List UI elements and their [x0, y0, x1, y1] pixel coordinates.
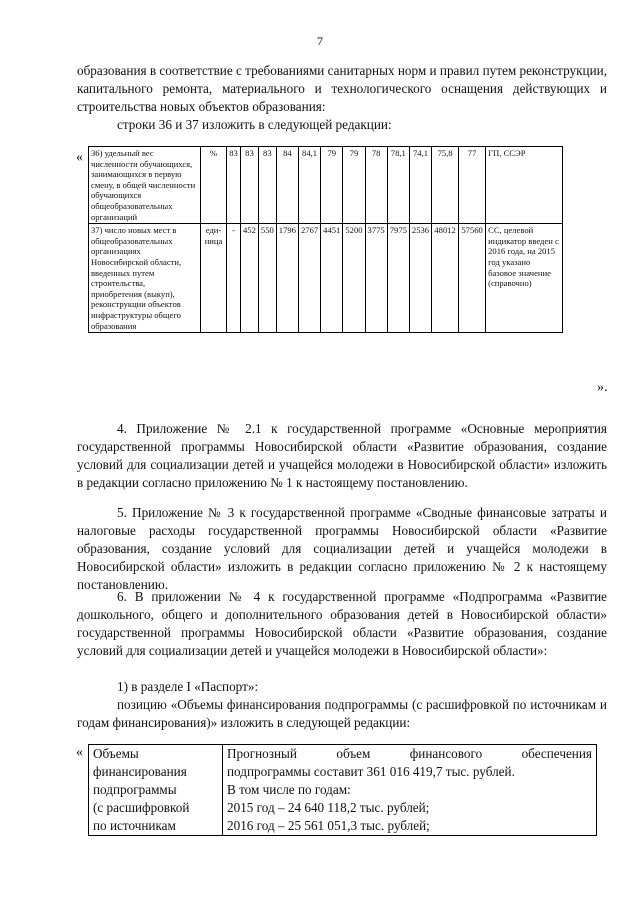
- unit-cell: еди-ница: [201, 224, 227, 333]
- financing-label-line: по источникам: [93, 818, 176, 833]
- financing-label-line: (с расшифровкой: [93, 800, 190, 815]
- table1-open-quote: «: [76, 150, 83, 165]
- value-cell: 83: [258, 147, 276, 224]
- value-cell: 452: [241, 224, 259, 333]
- rows-instruction: строки 36 и 37 изложить в следующей редакции:: [117, 117, 392, 132]
- paragraph-6-item-1: 1) в разделе I «Паспорт»:: [117, 679, 259, 694]
- value-cell: 77: [459, 147, 486, 224]
- financing-value-line: подпрограммы составит 361 016 419,7 тыс. рублей.: [227, 764, 515, 779]
- value-cell: 74,1: [409, 147, 431, 224]
- value-cell: 84: [276, 147, 298, 224]
- value-cell: 78,1: [387, 147, 409, 224]
- table1-close-quote: ».: [597, 380, 608, 395]
- value-cell: 2536: [409, 224, 431, 333]
- financing-value-line: Прогнозный объем финансового обеспечения: [227, 746, 592, 761]
- indicator-cell: 36) удельный вес численности обучающихся, занимающихся в первую смену, в общей численности обучающихся общеобразовательных организаций: [89, 147, 201, 224]
- value-cell: 79: [321, 147, 343, 224]
- intro-paragraph: образования в соответствие с требованиями санитарных норм и правил путем реконструкции, капитального ремонта, материального и технологического оснащения действующих и строительства новых объектов образования:: [77, 63, 607, 114]
- value-cell: 7975: [387, 224, 409, 333]
- paragraph-4: 4. Приложение № 2.1 к государственной программе «Основные мероприятия государственной программы Новосибирской области «Развитие образования, создание условий для социализации детей и учащейся молодежи в Новосибирской области» изложить в редакции согласно приложению № 1 к настоящему постановлению.: [77, 421, 607, 490]
- value-cell: 4451: [321, 224, 343, 333]
- note-cell: СС, целевой индикатор введен с 2016 года, на 2015 год указано базовое значение (справочно): [486, 224, 563, 333]
- table-row: [89, 224, 563, 333]
- indicator-cell: 37) число новых мест в общеобразовательных организациях Новосибирской области, введенных путем строительства, приобретения (выкуп), реконструкции объектов инфраструктуры общего образования: [89, 224, 201, 333]
- financing-label-line: финансирования: [93, 764, 187, 779]
- financing-value-line: 2015 год – 24 640 118,2 тыс. рублей;: [227, 800, 430, 815]
- paragraph-6: 6. В приложении № 4 к государственной программе «Подпрограмма «Развитие дошкольного, общего и дополнительного образования детей в Новосибирской области» государственной программы Новосибирской области «Развитие образования, создание условий для социализации детей и учащейся молодежи в Новосибирской области»:: [77, 589, 607, 658]
- paragraph-5: 5. Приложение № 3 к государственной программе «Сводные финансовые затраты и налоговые расходы государственной программы Новосибирской области «Развитие образования, создание условий для социализации детей и учащейся молодежи в Новосибирской области» изложить в редакции согласно приложению № 2 к настоящему постановлению.: [77, 505, 607, 592]
- paragraph-6-position: позицию «Объемы финансирования подпрограммы (с расшифровкой по источникам и годам финансирования)» изложить в следующей редакции:: [77, 697, 607, 730]
- table-row: [89, 745, 597, 836]
- value-cell: 78: [365, 147, 387, 224]
- value-cell: 57560: [459, 224, 486, 333]
- indicators-table: [88, 146, 563, 333]
- page-number: 7: [317, 34, 323, 48]
- value-cell: 3775: [365, 224, 387, 333]
- financing-label-line: подпрограммы: [93, 782, 177, 797]
- table-row: [89, 147, 563, 224]
- value-cell: 83: [227, 147, 241, 224]
- financing-label-line: Объемы: [93, 746, 139, 761]
- value-cell: 1796: [276, 224, 298, 333]
- value-cell: -: [227, 224, 241, 333]
- financing-value-line: В том числе по годам:: [227, 782, 351, 797]
- financing-value-line: 2016 год – 25 561 051,3 тыс. рублей;: [227, 818, 430, 833]
- value-cell: 75,8: [432, 147, 459, 224]
- value-cell: 550: [258, 224, 276, 333]
- value-cell: 79: [343, 147, 365, 224]
- value-cell: 5200: [343, 224, 365, 333]
- financing-table: [88, 744, 597, 836]
- table2-open-quote: «: [76, 745, 83, 760]
- financing-label-cell: [89, 745, 223, 836]
- unit-cell: %: [201, 147, 227, 224]
- value-cell: 48012: [432, 224, 459, 333]
- note-cell: ГП, ССЭР: [486, 147, 563, 224]
- value-cell: 83: [241, 147, 259, 224]
- financing-value-cell: [223, 745, 597, 836]
- value-cell: 84,1: [298, 147, 320, 224]
- value-cell: 2767: [298, 224, 320, 333]
